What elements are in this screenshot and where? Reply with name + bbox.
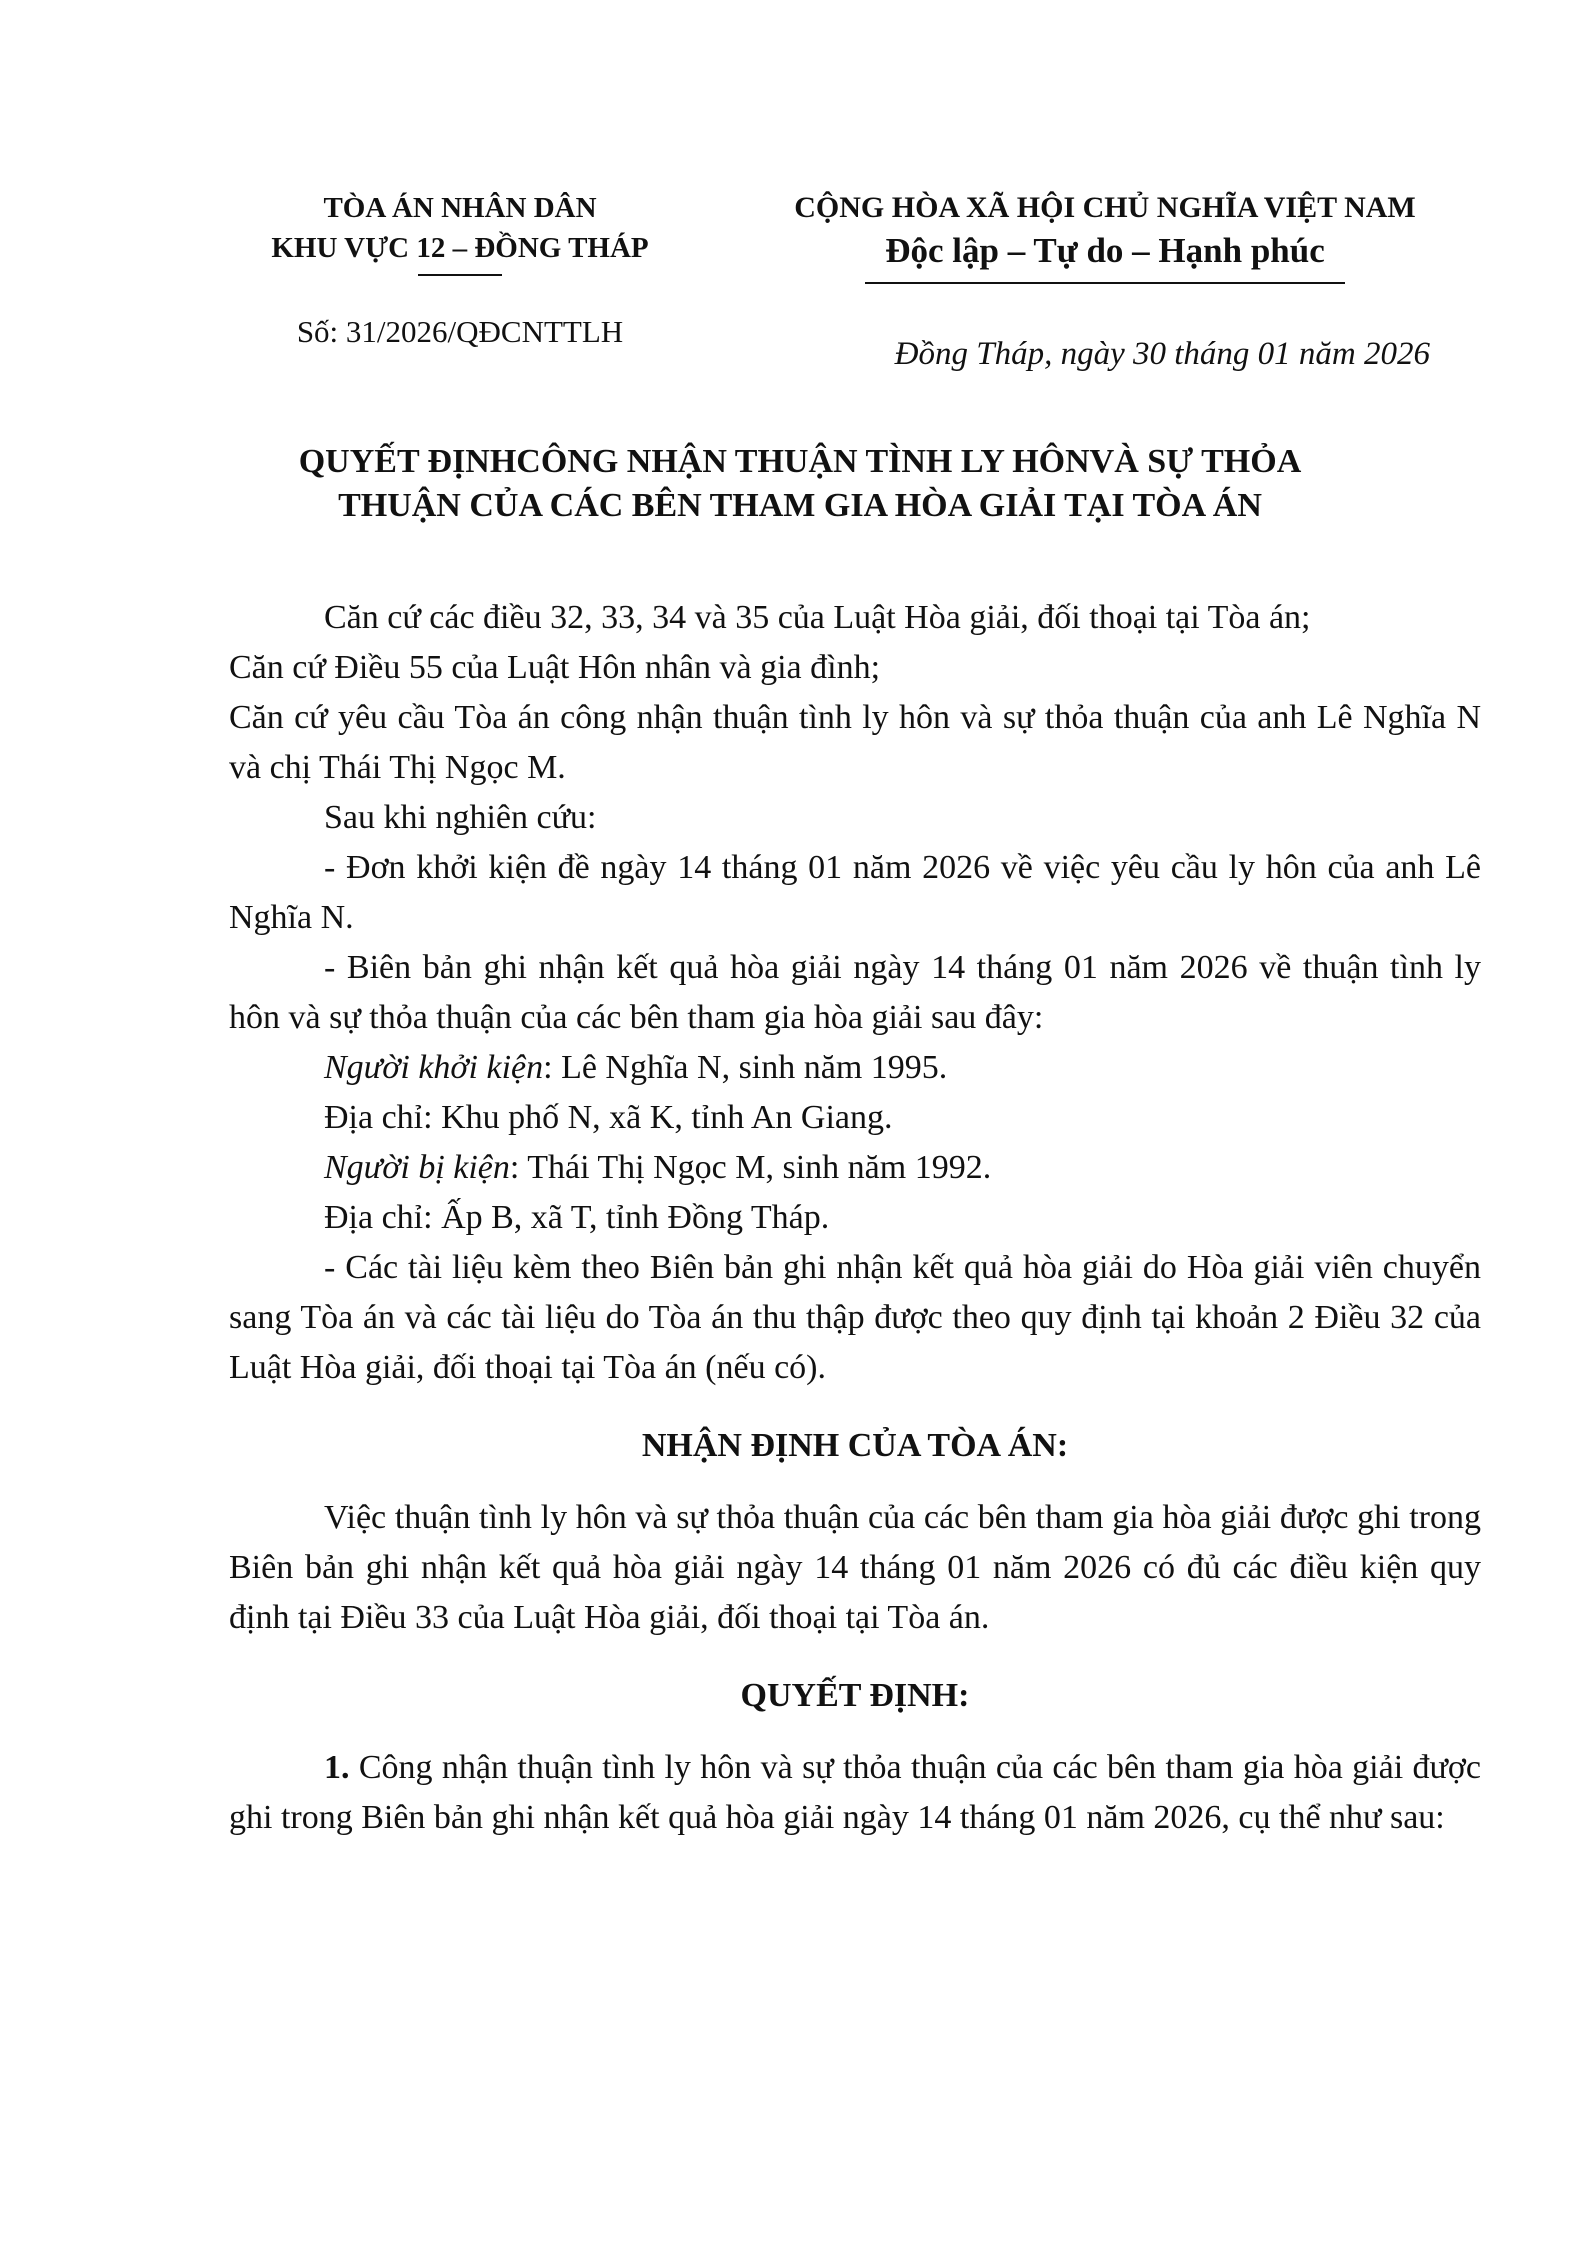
lawsuit-paragraph: - Đơn khởi kiện đề ngày 14 tháng 01 năm 2026 về việc yêu cầu ly hôn của anh Lê Nghĩa N. <box>229 849 1481 936</box>
title-line-1: QUYẾT ĐỊNHCÔNG NHẬN THUẬN TÌNH LY HÔNVÀ SỰ THỎA <box>298 443 1302 480</box>
decision-item-1 <box>229 1743 1481 1843</box>
defendant-info: : Thái Thị Ngọc M, sinh năm 1992. <box>509 1149 992 1186</box>
basis-paragraph: Căn cứ Điều 55 của Luật Hôn nhân và gia đình; <box>229 649 881 686</box>
motto-rule <box>865 282 1345 284</box>
court-name: TÒA ÁN NHÂN DÂN <box>323 192 597 224</box>
plaintiff-line <box>229 1043 1481 1093</box>
study-intro: Sau khi nghiên cứu: <box>324 799 597 836</box>
national-header <box>730 188 1480 284</box>
document-title <box>230 440 1370 528</box>
document-number: Số: 31/2026/QĐCNTTLH <box>296 314 624 349</box>
decision-heading: QUYẾT ĐỊNH: <box>740 1677 970 1714</box>
assessment-paragraph: Việc thuận tình ly hôn và sự thỏa thuận của các bên tham gia hòa giải được ghi trong Biên bản ghi nhận kết quả hòa giải ngày 14 tháng 01 năm 2026 có đủ các điều kiện quy định tại Điều 33 của Luật Hòa giải, đối thoại tại Tòa án. <box>229 1499 1481 1636</box>
basis-paragraph: Căn cứ yêu cầu Tòa án công nhận thuận tình ly hôn và sự thỏa thuận của anh Lê Nghĩa N và chị Thái Thị Ngọc M. <box>229 699 1481 786</box>
place-date: Đồng Tháp, ngày 30 tháng 01 năm 2026 <box>894 336 1430 372</box>
assessment-heading: NHẬN ĐỊNH CỦA TÒA ÁN: <box>641 1427 1069 1464</box>
title-line-2: THUẬN CỦA CÁC BÊN THAM GIA HÒA GIẢI TẠI TÒA ÁN <box>338 487 1262 524</box>
basis-paragraph: Căn cứ các điều 32, 33, 34 và 35 của Luật Hòa giải, đối thoại tại Tòa án; <box>324 599 1311 636</box>
defendant-label: Người bị kiện <box>324 1149 510 1186</box>
court-header-rule <box>418 274 502 276</box>
decision-item-number: 1. <box>324 1749 350 1786</box>
plaintiff-info: : Lê Nghĩa N, sinh năm 1995. <box>543 1049 948 1086</box>
record-paragraph: - Biên bản ghi nhận kết quả hòa giải ngày 14 tháng 01 năm 2026 về thuận tình ly hôn và sự thỏa thuận của các bên tham gia hòa giải sau đây: <box>229 949 1481 1036</box>
national-title: CỘNG HÒA XÃ HỘI CHỦ NGHĨA VIỆT NAM <box>794 191 1416 224</box>
national-motto: Độc lập – Tự do – Hạnh phúc <box>885 231 1325 270</box>
court-header <box>200 188 720 352</box>
defendant-address: Địa chỉ: Ấp B, xã T, tỉnh Đồng Tháp. <box>324 1199 830 1236</box>
plaintiff-address: Địa chỉ: Khu phố N, xã K, tỉnh An Giang. <box>324 1099 893 1136</box>
court-region: KHU VỰC 12 – ĐỒNG THÁP <box>271 232 649 264</box>
decision-item-text: Công nhận thuận tình ly hôn và sự thỏa thuận của các bên tham gia hòa giải được ghi trong Biên bản ghi nhận kết quả hòa giải ngày 14 tháng 01 năm 2026, cụ thể như sau: <box>229 1749 1481 1836</box>
document-body <box>229 593 1481 1843</box>
defendant-line <box>229 1143 1481 1193</box>
attachments-paragraph: - Các tài liệu kèm theo Biên bản ghi nhận kết quả hòa giải do Hòa giải viên chuyển sang Tòa án và các tài liệu do Tòa án thu thập được theo quy định tại khoản 2 Điều 32 của Luật Hòa giải, đối thoại tại Tòa án (nếu có). <box>229 1249 1481 1386</box>
plaintiff-label: Người khởi kiện <box>324 1049 544 1086</box>
